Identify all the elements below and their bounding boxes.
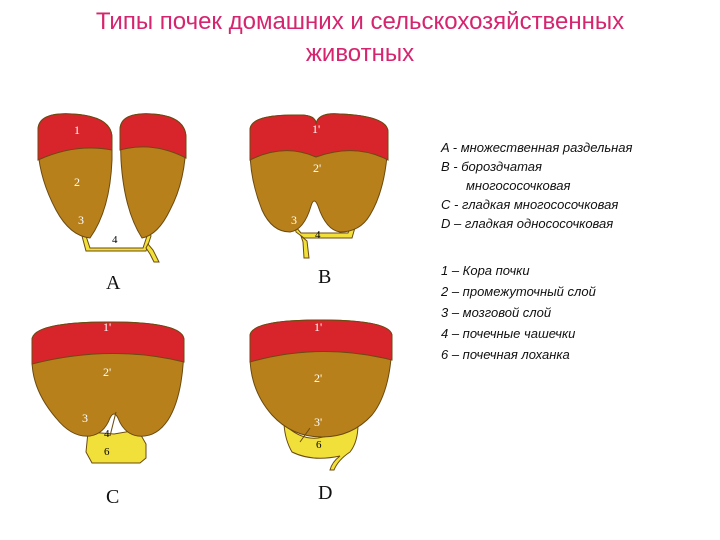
legend-part-1: 1 – Кора почки: [441, 263, 530, 278]
kidney-c-label-6: 6: [104, 446, 110, 458]
legend-type-b: В - бороздчатая: [441, 159, 542, 174]
kidney-c-label-2: 2': [103, 365, 112, 379]
kidney-a-letter: A: [106, 272, 121, 294]
kidney-b-label-4: 4: [315, 229, 321, 241]
kidney-a-label-4: 4: [112, 234, 118, 246]
kidney-diagram-a: [38, 114, 186, 294]
legend-part-2: 2 – промежуточный слой: [441, 284, 596, 299]
kidney-c-label-4: 4: [104, 428, 110, 440]
kidney-a-label-1: 1: [74, 123, 80, 137]
kidney-diagram-c: [32, 320, 184, 508]
kidney-c-label-1: 1': [103, 320, 112, 334]
kidney-a-ureter: [146, 244, 159, 262]
kidney-b-label-2: 2': [313, 161, 322, 175]
kidney-b-label-3: 3: [291, 213, 297, 227]
legend-part-3: 3 – мозговой слой: [441, 305, 552, 320]
legend-type-d: D – гладкая одноcосочковая: [441, 216, 614, 231]
kidney-d-label-2: 2': [314, 371, 323, 385]
kidney-a-label-2: 2: [74, 175, 80, 189]
legend-kidney-types: [441, 138, 632, 233]
slide-title-line-2: животных: [305, 40, 415, 67]
legend-part-4: 4 – почечные чашечки: [441, 326, 576, 341]
kidney-d-label-6: 6: [316, 439, 322, 451]
kidney-b-letter: B: [318, 266, 332, 288]
legend-type-b-cont: многососочковая: [466, 178, 571, 193]
slide-title-line-1: Типы почек домашних и сельскохозяйственных: [95, 8, 625, 35]
legend-part-6: 6 – почечная лоханка: [441, 347, 570, 362]
kidney-diagram-d: [250, 320, 392, 504]
legend-kidney-parts: [441, 260, 596, 365]
legend-type-a: A - множественная раздельная: [441, 140, 633, 155]
kidney-d-letter: D: [318, 482, 333, 504]
kidney-d-label-3: 3': [314, 415, 323, 429]
kidney-d-label-1: 1': [314, 320, 323, 334]
kidney-diagram-b: [250, 114, 388, 288]
kidney-c-label-3: 3: [82, 411, 88, 425]
kidney-a-label-3: 3: [78, 213, 84, 227]
kidney-c-letter-visible: C: [106, 486, 120, 508]
kidney-b-ureter: [301, 236, 309, 258]
kidney-b-label-1: 1': [312, 122, 321, 136]
legend-type-c: С - гладкая многососочковая: [441, 197, 619, 212]
